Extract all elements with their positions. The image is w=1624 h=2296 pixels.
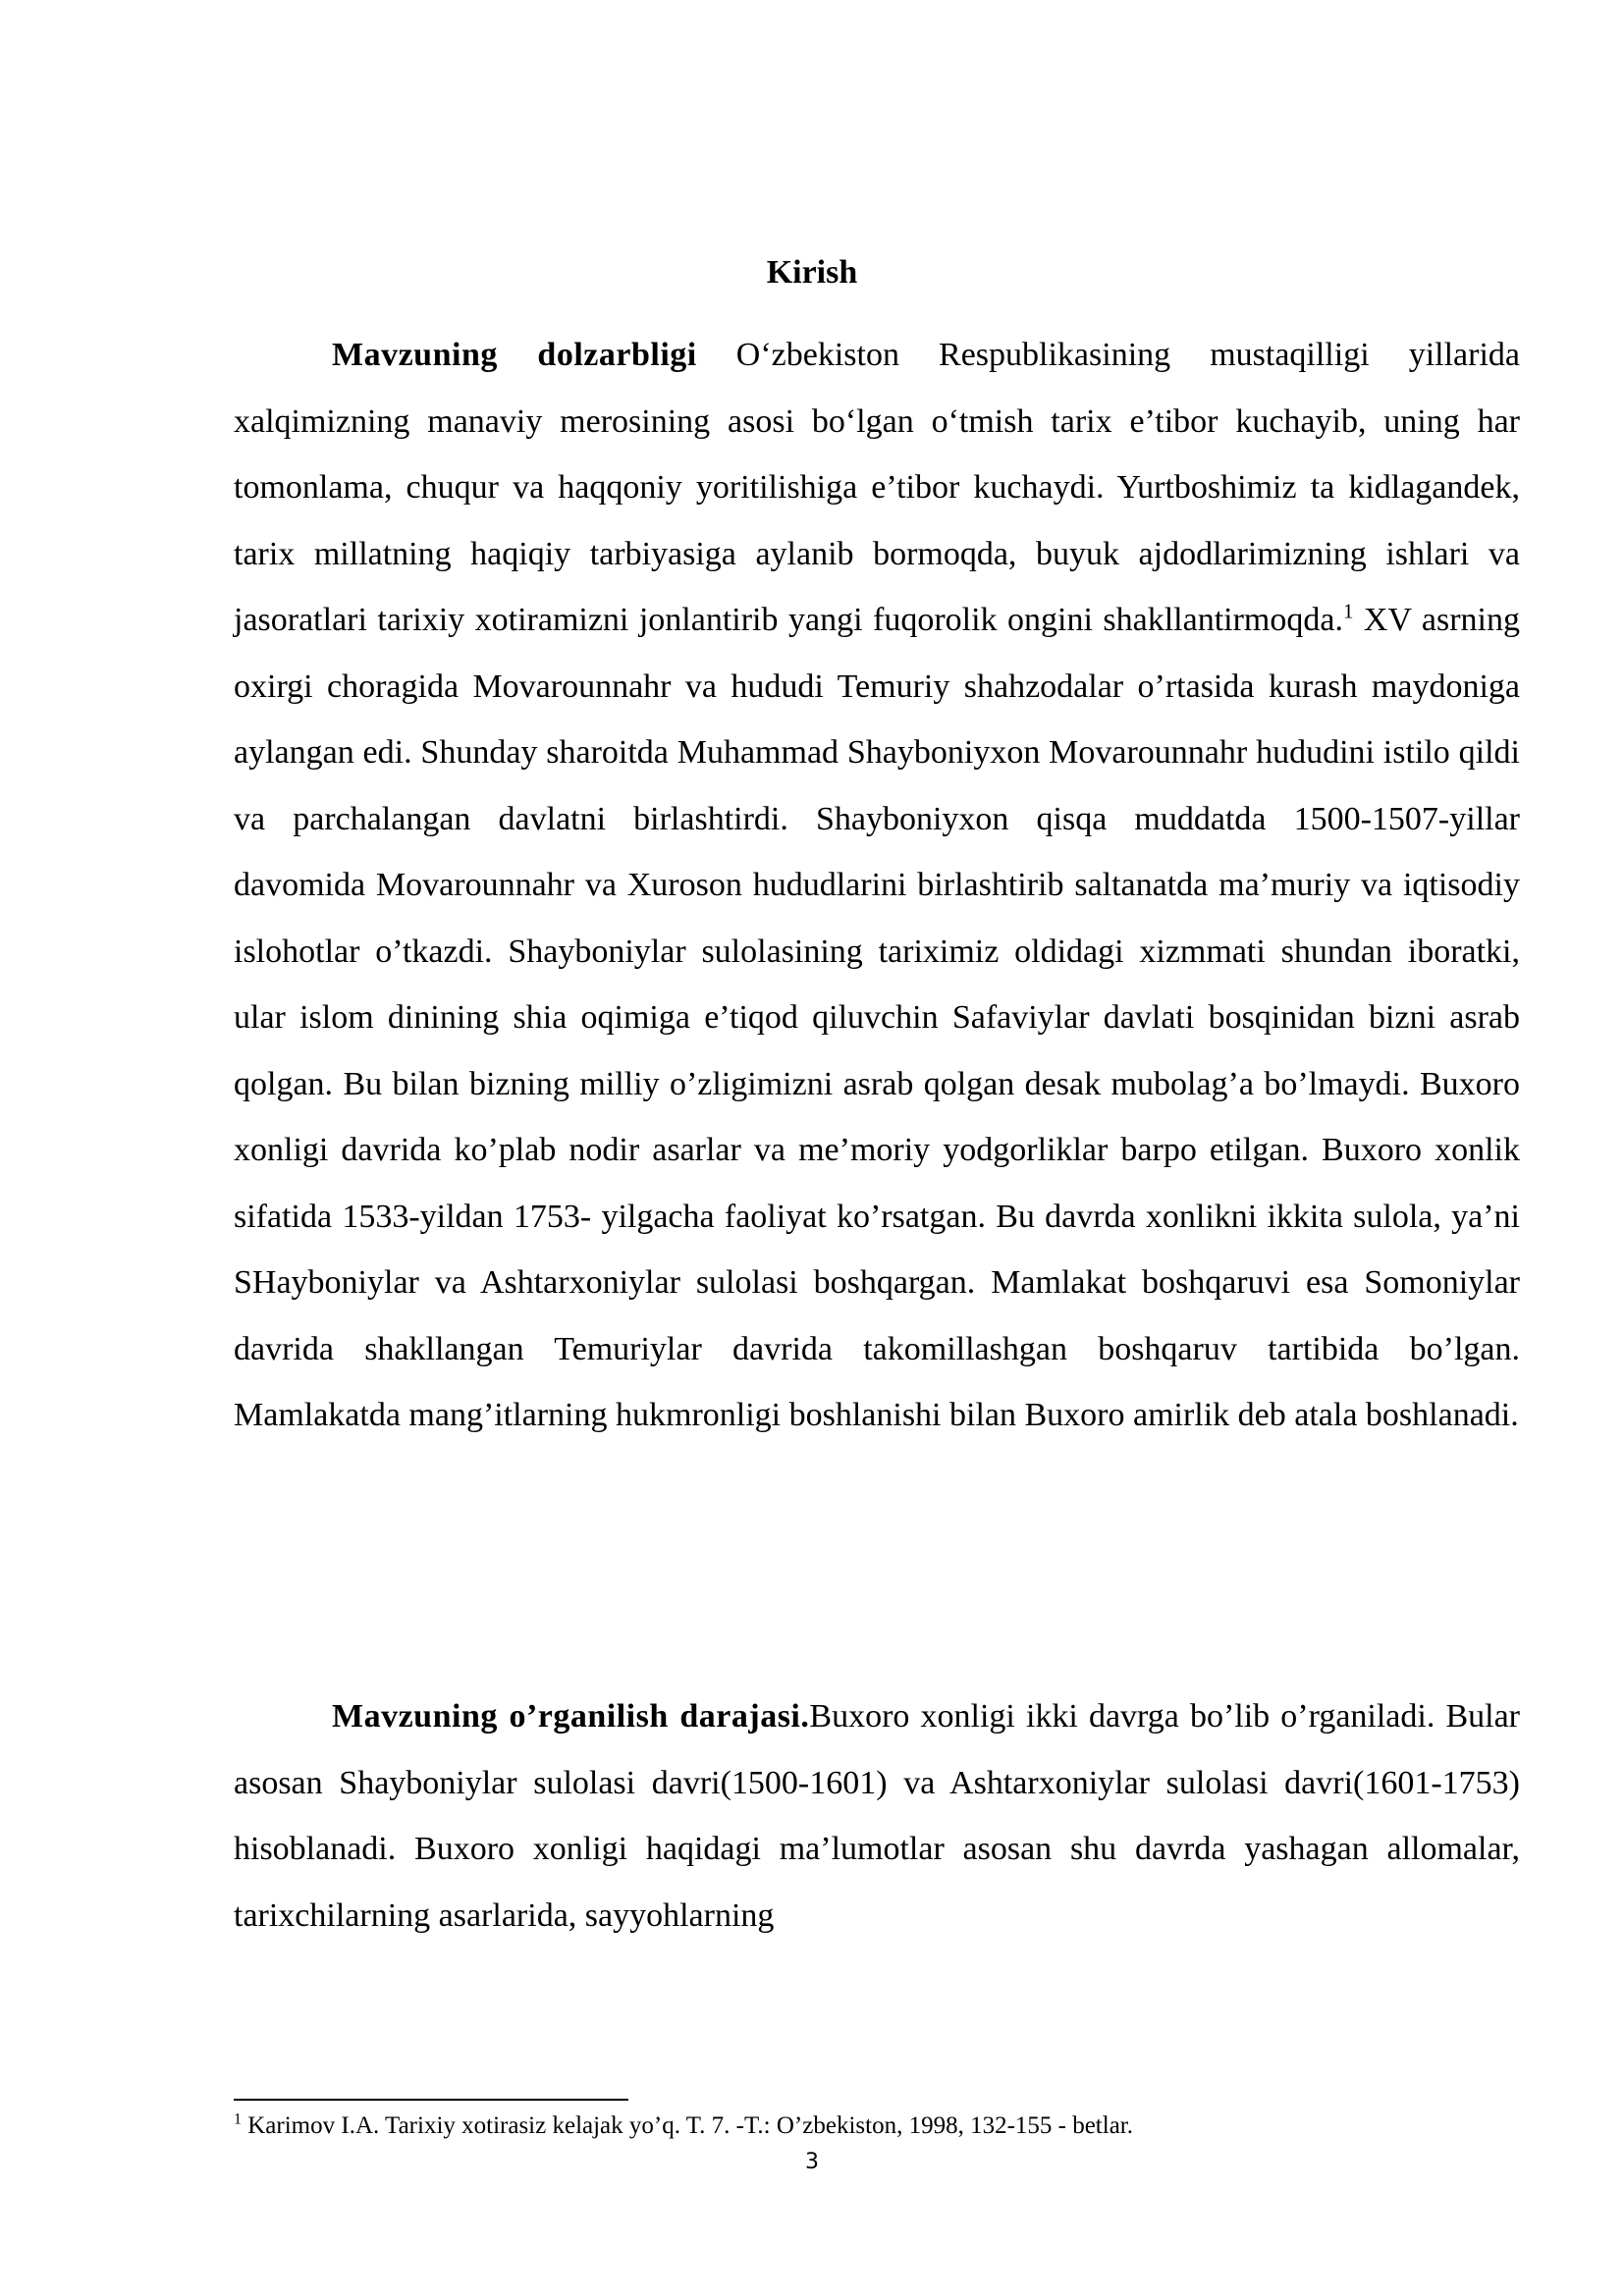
- footnote-reference[interactable]: 1: [1342, 599, 1354, 623]
- footnote: [234, 2109, 1520, 2144]
- paragraph-body-relevance-part2: XV asrning oxirgi choragida Movarounnahr va hududi Temuriy shahzodalar o’rtasida kurash maydoniga aylangan edi. Shunday sharoitda Muhammad Shayboniyxon Movarounnahr hududini istilo qildi va parchalangan davlatni birlashtirdi. Shayboniyxon qisqa muddatda 1500-1507-yillar davomida Movarounnahr va Xuroson hududlarini birlashtirib saltanatda ma’muriy va iqtisodiy islohotlar o’tkazdi. Shayboniylar sulolasining tariximiz oldidagi xizmmati shundan iboratki, ular islom dinining shia oqimiga e’tiqod qiluvchin Safaviylar davlati bosqinidan bizni asrab qolgan. Bu bilan bizning milliy o’zligimizni asrab qolgan desak mubolag’a bo’lmaydi. Buxoro xonligi davrida ko’plab nodir asarlar va me’moriy yodgorliklar barpo etilgan. Buxoro xonlik sifatida 1533-yildan 1753- yilgacha faoliyat ko’rsatgan. Bu davrda xonlikni ikkita sulola, ya’ni SHayboniylar va Ashtarxoniylar sulolasi boshqargan. Mamlakat boshqaruvi esa Somoniylar davrida shakllangan Temuriylar davrida takomillashgan boshqaruv tartibida bo’lgan. Mamlakatda mang’itlarning hukmronligi boshlanishi bilan Buxoro amirlik deb atala boshlanadi.: [234, 602, 1520, 1433]
- footnote-text: Karimov I.A. Tarixiy xotirasiz kelajak yo’q. T. 7. -T.: O’zbekiston, 1998, 132-155 - betlar.: [242, 2112, 1133, 2139]
- paragraph-lead-study-level: Mavzuning o’rganilish darajasi.: [332, 1698, 810, 1735]
- paragraph-body-relevance-part1: O‘zbekiston Respublikasining mustaqilligi yillarida xalqimizning manaviy merosining asosi bo‘lgan o‘tmish tarix e’tibor kuchayib, uning har tomonlama, chuqur va haqqoniy yoritilishiga e’tibor kuchaydi. Yurtboshimiz ta kidlagandek, tarix millatning haqiqiy tarbiyasiga aylanib bormoqda, buyuk ajdodlarimizning ishlari va jasoratlari tarixiy xotiramizni jonlantirib yangi fuqorolik ongini shakllantirmoqda.: [234, 337, 1521, 638]
- page-title: Kirish: [766, 254, 858, 291]
- paragraph-study-level: [234, 1683, 1520, 1949]
- paragraph-relevance: [234, 322, 1520, 1449]
- footnote-separator: [234, 2099, 628, 2101]
- paragraph-body-study-level: Buxoro xonligi ikki davrga bo’lib o’rganiladi. Bular asosan Shayboniylar sulolasi davri(1500-1601) va Ashtarxoniylar sulolasi davri(1601-1753) hisoblanadi. Buxoro xonligi haqidagi ma’lumotlar asosan shu davrda yashagan allomalar, tarixchilarning asarlarida, sayyohlarning: [234, 1698, 1520, 1934]
- paragraph-lead-relevance: Mavzuning dolzarbligi: [332, 337, 697, 373]
- page-number: 3: [805, 2150, 819, 2174]
- footnote-mark: 1: [234, 2110, 242, 2128]
